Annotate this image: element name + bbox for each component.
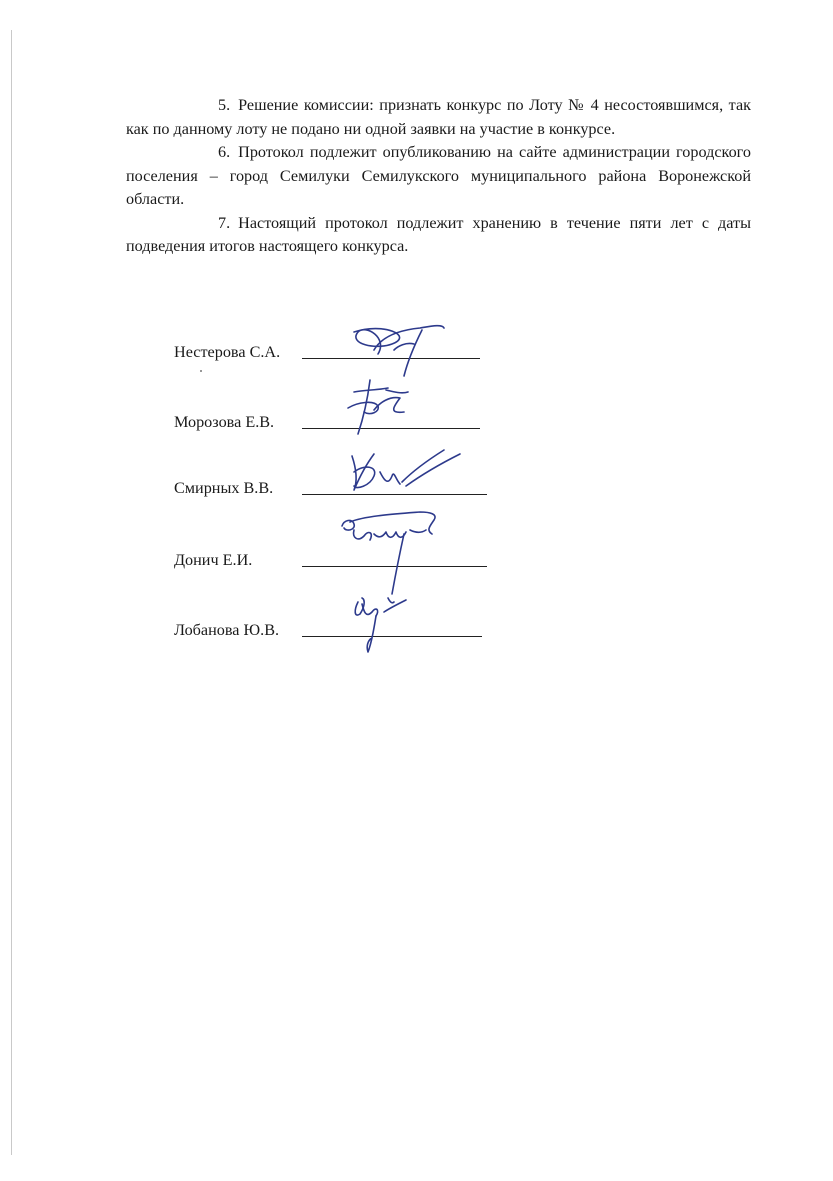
signature-image xyxy=(346,588,426,658)
signer-name: Лобанова Ю.В. xyxy=(174,621,280,639)
paragraph-text: Настоящий протокол подлежит хранению в течение пяти лет с даты подведения итогов настоящего конкурса. xyxy=(126,213,751,255)
signature-block xyxy=(174,0,514,700)
signature-image xyxy=(334,508,444,598)
signer-name: Морозова Е.В. xyxy=(174,413,275,431)
paragraph-text: Решение комиссии: признать конкурс по Лоту № 4 несостоявшимся, так как по данному лоту не подано ни одной заявки на участие в конкурсе. xyxy=(126,96,751,138)
paragraph-text: Протокол подлежит опубликованию на сайте администрации городского поселения – город Семилуки Семилукского муниципального района Воронежской области. xyxy=(126,143,751,208)
signer-name: Донич Е.И. xyxy=(174,551,253,569)
signer-row xyxy=(174,392,514,432)
signature-image xyxy=(324,318,464,378)
signature-image xyxy=(344,446,464,496)
signature-image xyxy=(334,372,424,442)
scan-speck xyxy=(200,370,202,372)
paragraph-number: 5. xyxy=(218,96,231,114)
signer-name: Нестерова С.А. xyxy=(174,343,281,361)
signer-row xyxy=(174,600,514,640)
signer-row xyxy=(174,322,514,362)
signer-row xyxy=(174,458,514,498)
signer-row xyxy=(174,530,514,570)
paragraph-number: 6. xyxy=(218,143,231,161)
paragraph-number: 7. xyxy=(218,213,231,232)
scan-edge-line xyxy=(11,30,12,1155)
signer-name: Смирных В.В. xyxy=(174,479,274,497)
